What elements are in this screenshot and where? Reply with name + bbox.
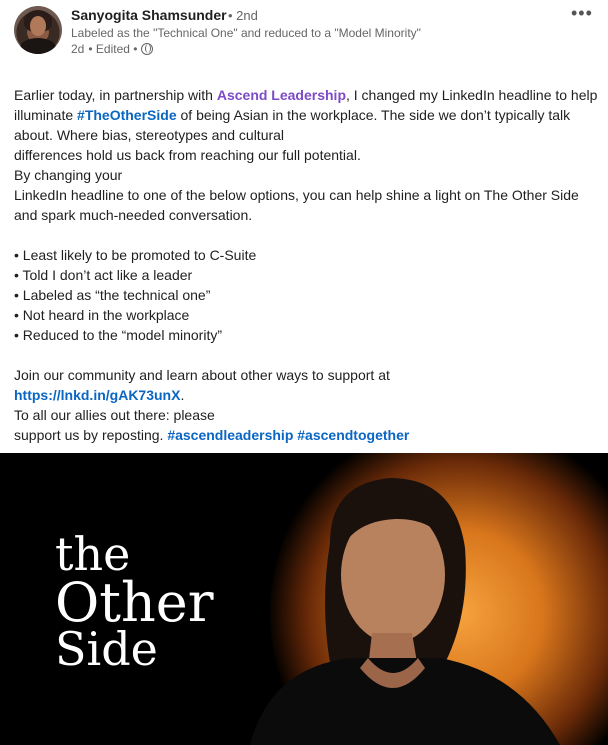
bullet-item: • Not heard in the workplace [14, 307, 190, 323]
bullet-item: • Least likely to be promoted to C-Suite [14, 247, 257, 263]
avatar-face [30, 16, 46, 36]
paragraph-line: differences hold us back from reaching our full potential. [14, 147, 361, 163]
hashtag-ascendtogether[interactable]: #ascendtogether [297, 427, 410, 443]
post-header [0, 0, 608, 70]
hashtag-theotherside[interactable]: #TheOtherSide [77, 107, 177, 123]
logo-line: Other [55, 570, 214, 634]
paragraph-intro: Earlier today, in partnership with Ascend Leadership, I changed my LinkedIn headline to help illuminate #TheOtherSide of being Asian in the workplace. The side we don’t typically talk about. Where bias, stereotypes and cultural [14, 87, 598, 143]
globe-icon [141, 43, 153, 55]
post-text [14, 85, 599, 445]
paragraph-line: https://lnkd.in/gAK73unX. [14, 387, 185, 403]
bullet-item: • Labeled as “the technical one” [14, 287, 211, 303]
the-other-side-logo [55, 527, 214, 676]
post-image[interactable] [0, 453, 608, 745]
paragraph-line: support us by reposting. #ascendleadership #ascendtogether [14, 427, 410, 443]
paragraph-line: By changing your [14, 167, 123, 183]
edited-label: • Edited • [88, 42, 138, 56]
avatar-body [20, 38, 56, 54]
author-headline: Labeled as the "Technical One" and reduced to a "Model Minority" [71, 26, 421, 40]
paragraph-line: LinkedIn headline to one of the below options, you can help shine a light on The Other Side and spark much-needed conversation. [14, 187, 579, 223]
bullet-item: • Reduced to the “model minority” [14, 327, 222, 343]
short-link[interactable]: https://lnkd.in/gAK73unX [14, 387, 181, 403]
author-name[interactable]: Sanyogita Shamsunder [71, 7, 227, 23]
avatar[interactable] [14, 6, 62, 54]
paragraph-line: Join our community and learn about other ways to support at [14, 367, 390, 383]
logo-line: the [55, 527, 131, 581]
post-meta [71, 42, 153, 56]
mention-ascend-leadership[interactable]: Ascend Leadership [216, 87, 346, 103]
more-icon[interactable]: ••• [571, 3, 593, 23]
connection-degree: • 2nd [228, 8, 258, 23]
logo-line: Side [55, 621, 158, 676]
post-time: 2d [71, 42, 85, 56]
paragraph-line: To all our allies out there: please [14, 407, 215, 423]
bullet-item: • Told I don’t act like a leader [14, 267, 193, 283]
hashtag-ascendleadership[interactable]: #ascendleadership [167, 427, 294, 443]
